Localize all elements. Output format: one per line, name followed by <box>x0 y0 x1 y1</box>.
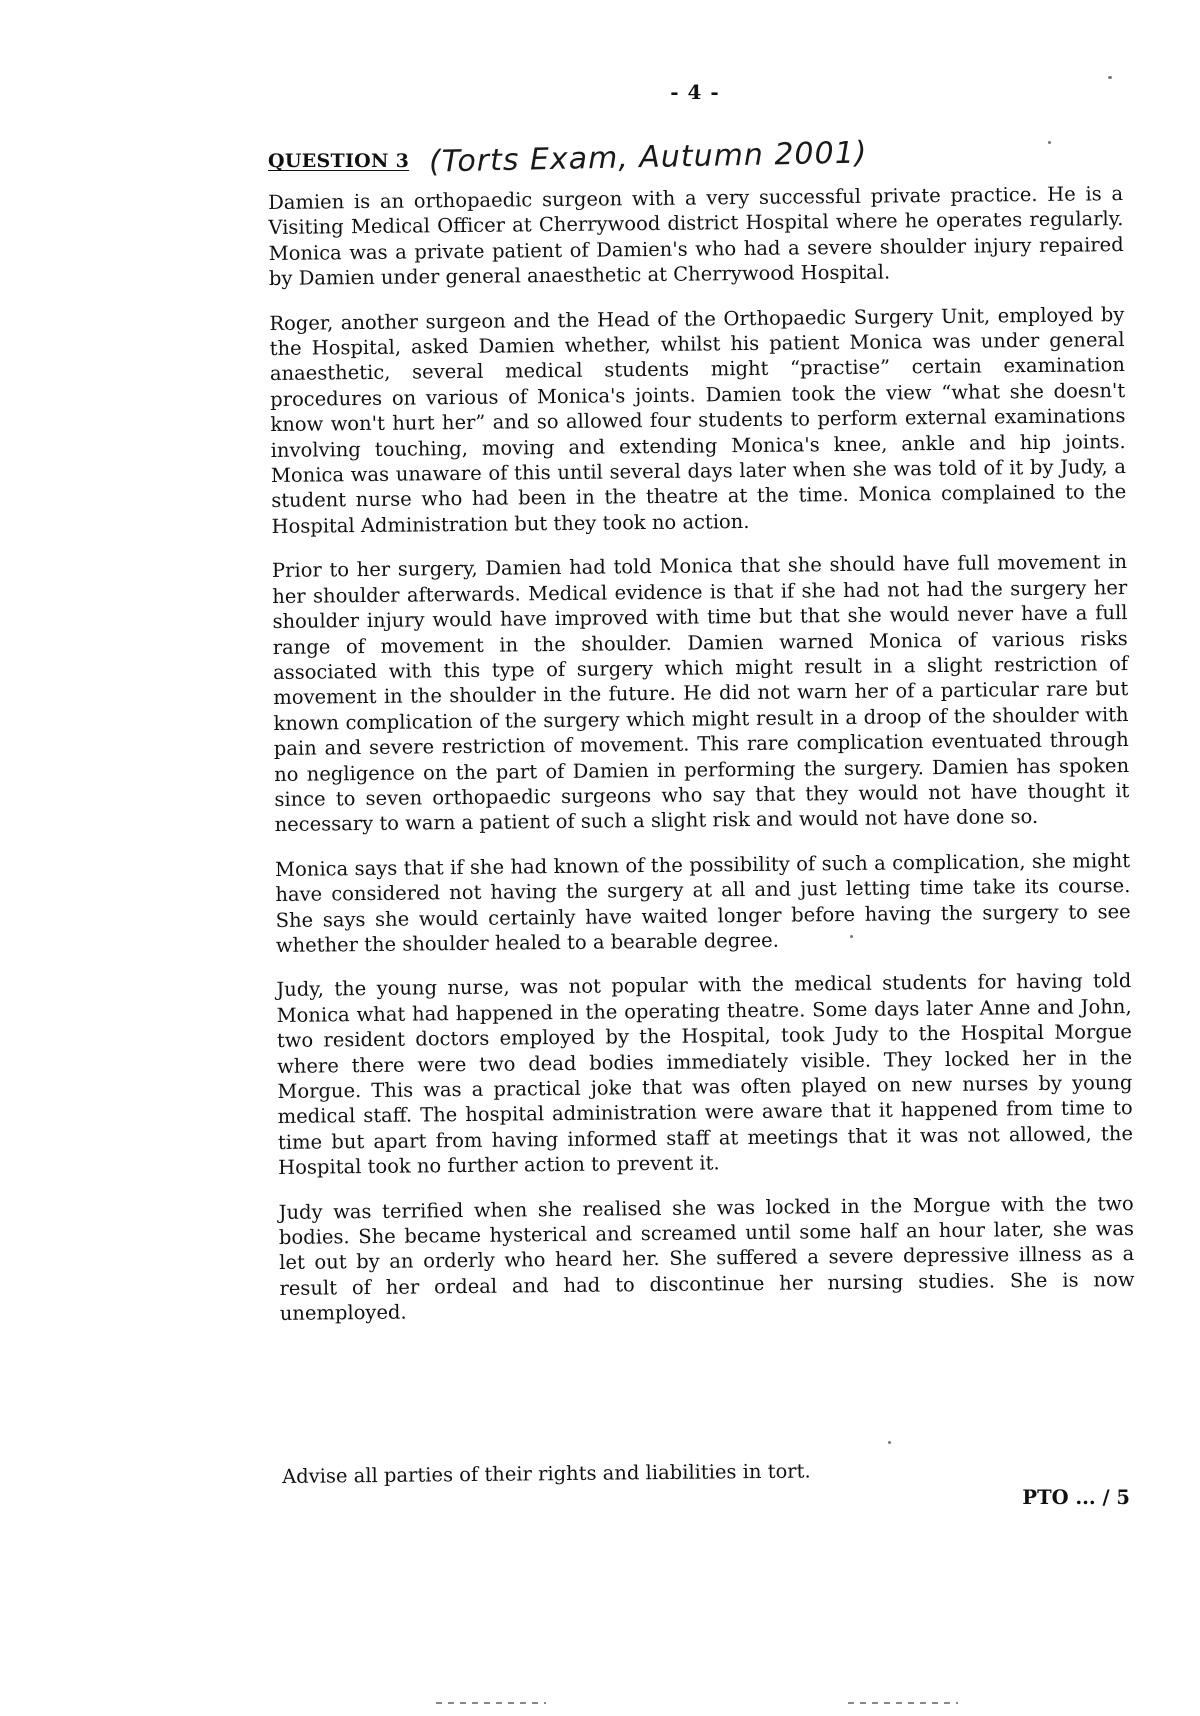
instruction-text: Advise all parties of their rights and liabilities in tort. <box>282 1459 811 1488</box>
paragraph-1: Damien is an orthopaedic surgeon with a very successful private practice. He is a Visiting Medical Officer at Cherrywood district Hospital where he operates regularly. Monica was a private patient of Damien's who had a severe shoulder injury repaired by Damien under general anaesthetic at Cherrywood Hospital. <box>268 182 1124 291</box>
handwritten-note: (Torts Exam, Autumn 2001) <box>428 135 868 180</box>
question-body <box>268 181 1135 1346</box>
paragraph-4: Monica says that if she had known of the possibility of such a complication, she might have considered not having the surgery at all and just letting time take its course. She says she would certainly have waited longer before having the surgery to see whether the shoulder healed to a bearable degree. <box>274 848 1131 957</box>
pto-marker: PTO ... / 5 <box>1022 1486 1130 1509</box>
paragraph-3: Prior to her surgery, Damien had told Monica that she should have full movement in her shoulder afterwards. Medical evidence is that if she had not had the surgery her shoulder injury would have improved with time but that she would never have a full range of movement in the shoulder. Damien warned Monica of various risks associated with this type of surgery which might result in a slight restriction of movement in the shoulder in the future. He did not warn her of a particular rare but known complication of the surgery which might result in a droop of the shoulder with pain and severe restriction of movement. This rare complication eventuated through no negligence on the part of Damien in performing the surgery. Damien has spoken since to seven orthopaedic surgeons who say that they would not have thought it necessary to warn a patient of such a slight risk and would not have done so. <box>271 550 1130 837</box>
question-label: QUESTION 3 <box>268 150 410 172</box>
scan-speck <box>1108 76 1112 79</box>
scan-speck <box>888 1441 891 1444</box>
paragraph-2: Roger, another surgeon and the Head of the Orthopaedic Surgery Unit, employed by the Hospital, asked Damien whether, whilst his patient Monica was under general anaesthetic, several medical students might “practise” certain examination procedures on various of Monica's joints. Damien took the view “what she doesn't know won't hurt her” and so allowed four students to perform external examinations involving touching, moving and extending Monica's knee, ankle and hip joints. Monica was unaware of this until several days later when she was told of it by Judy, a student nurse who had been in the theatre at the time. Monica complained to the Hospital Administration but they took no action. <box>269 302 1127 538</box>
paragraph-6: Judy was terrified when she realised she was locked in the Morgue with the two bodies. She became hysterical and screamed until some half an hour later, she was let out by an orderly who heard her. She suffered a severe depressive illness as a result of her ordeal and had to discontinue her nursing studies. She is now unemployed. <box>278 1191 1135 1326</box>
scan-speck <box>850 935 853 938</box>
paragraph-5: Judy, the young nurse, was not popular with the medical students for having told Monica what had happened in the operating theatre. Some days later Anne and John, two resident doctors employed by the Hospital, took Judy to the Hospital Morgue where there were two dead bodies immediately visible. They locked her in the Morgue. This was a practical joke that was often played on new nurses by young medical staff. The hospital administration were aware that it happened from time to time but apart from having informed staff at meetings that it was not allowed, the Hospital took no further action to prevent it. <box>276 969 1134 1180</box>
scan-line <box>436 1702 546 1704</box>
scan-speck <box>1048 141 1051 144</box>
page-number: - 4 - <box>670 80 720 104</box>
question-heading <box>268 135 868 180</box>
scan-line <box>848 1702 958 1704</box>
